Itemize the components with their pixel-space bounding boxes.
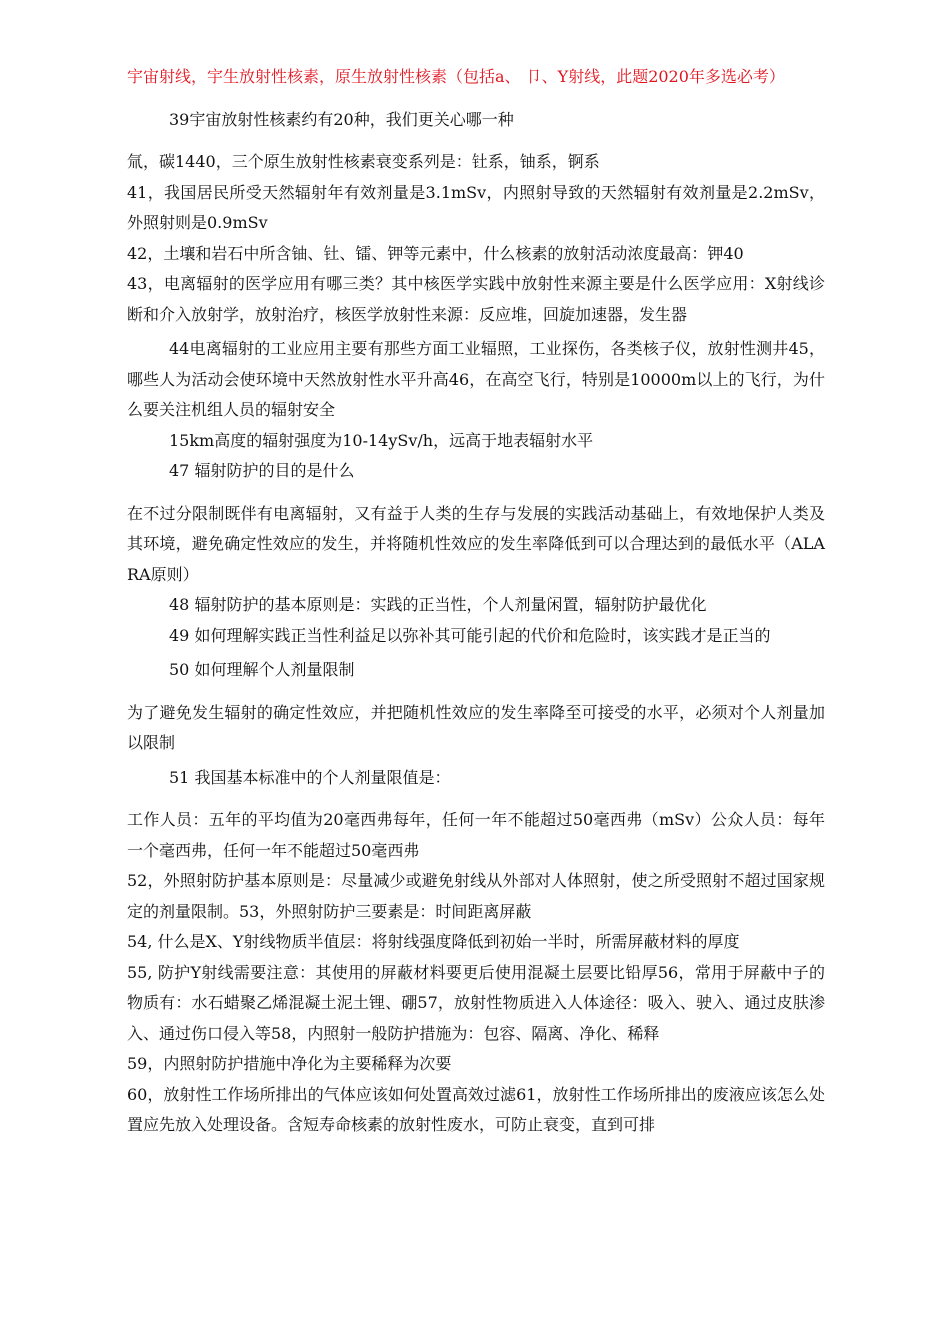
document-page [127, 62, 825, 1141]
paragraph-answer-39: 氚，碳1440，三个原生放射性核素衰变系列是：钍系，铀系，锕系 [127, 152, 600, 171]
paragraph-q44-46: 44电离辐射的工业应用主要有那些方面工业辐照，工业探伤，各类核子仪，放射性测井45，哪些人为活动会使环境中天然放射性水平升高46，在高空飞行，特别是10000m以上的飞行，为什么要关注机组人员的辐射安全 [127, 339, 825, 419]
paragraph-q51: 51 我国基本标准中的个人剂量限值是： [169, 767, 451, 787]
paragraph-q49: 49 如何理解实践正当性利益足以弥补其可能引起的代价和危险时，该实践才是正当的 [169, 625, 771, 645]
paragraph-q50: 50 如何理解个人剂量限制 [169, 660, 355, 679]
paragraph-q42: 42，土壤和岩石中所含铀、钍、镭、钾等元素中，什么核素的放射活动浓度最高：钾40 [127, 243, 744, 263]
paragraph-q48: 48 辐射防护的基本原则是：实践的正当性，个人剂量闲置，辐射防护最优化 [169, 595, 707, 614]
paragraph-highlight-answer: 宇宙射线，宇生放射性核素，原生放射性核素（包括a、 卩、Y射线，此题2020年多选必考） [127, 67, 785, 86]
paragraph-answer-50: 为了避免发生辐射的确定性效应，并把随机性效应的发生率降至可接受的水平，必须对个人剂量加以限制 [127, 702, 825, 752]
paragraph-q59: 59，内照射防护措施中净化为主要稀释为次要 [127, 1054, 452, 1073]
paragraph-answer-47: 在不过分限制既伴有电离辐射，又有益于人类的生存与发展的实践活动基础上，有效地保护人类及其环境，避免确定性效应的发生，并将随机性效应的发生率降低到可以合理达到的最低水平（ALARA原则） [127, 503, 825, 584]
paragraph-q47: 47 辐射防护的目的是什么 [169, 461, 355, 480]
paragraph-q52-53: 52，外照射防护基本原则是：尽量减少或避免射线从外部对人体照射，使之所受照射不超过国家规定的剂量限制。53，外照射防护三要素是：时间距离屏蔽 [127, 871, 825, 921]
paragraph-q55-58: 55, 防护Y射线需要注意：其使用的屏蔽材料要更后使用混凝土层要比铅厚56，常用于屏蔽中子的物质有：水石蜡聚乙烯混凝土泥土锂、硼57，放射性物质进入人体途径：吸入、驶入、通过皮肤渗入、通过伤口侵入等58，内照射一般防护措施为：包容、隔离、净化、稀释 [127, 962, 825, 1043]
paragraph-answer-51: 工作人员：五年的平均值为20毫西弗每年，任何一年不能超过50毫西弗（mSv）公众人员：每年一个毫西弗，任何一年不能超过50毫西弗 [127, 810, 825, 860]
paragraph-answer-46: 15km高度的辐射强度为10-14ySv/h，远高于地表辐射水平 [169, 430, 594, 450]
paragraph-q60-61: 60，放射性工作场所排出的气体应该如何处置高效过滤61，放射性工作场所排出的废液应该怎么处置应先放入处理设备。含短寿命核素的放射性废水，可防止衰变，直到可排 [127, 1084, 825, 1134]
paragraph-q39: 39宇宙放射性核素约有20种，我们更关心哪一种 [169, 109, 514, 129]
paragraph-q41: 41，我国居民所受天然辐射年有效剂量是3.1mSv，内照射导致的天然辐射有效剂量是2.2mSv，外照射则是0.9mSv [127, 182, 825, 232]
paragraph-q54: 54, 什么是X、Y射线物质半值层：将射线强度降低到初始一半时，所需屏蔽材料的厚度 [127, 932, 740, 951]
paragraph-q43: 43，电离辐射的医学应用有哪三类？其中核医学实践中放射性来源主要是什么医学应用：X射线诊断和介入放射学，放射治疗，核医学放射性来源：反应堆，回旋加速器，发生器 [127, 274, 825, 324]
